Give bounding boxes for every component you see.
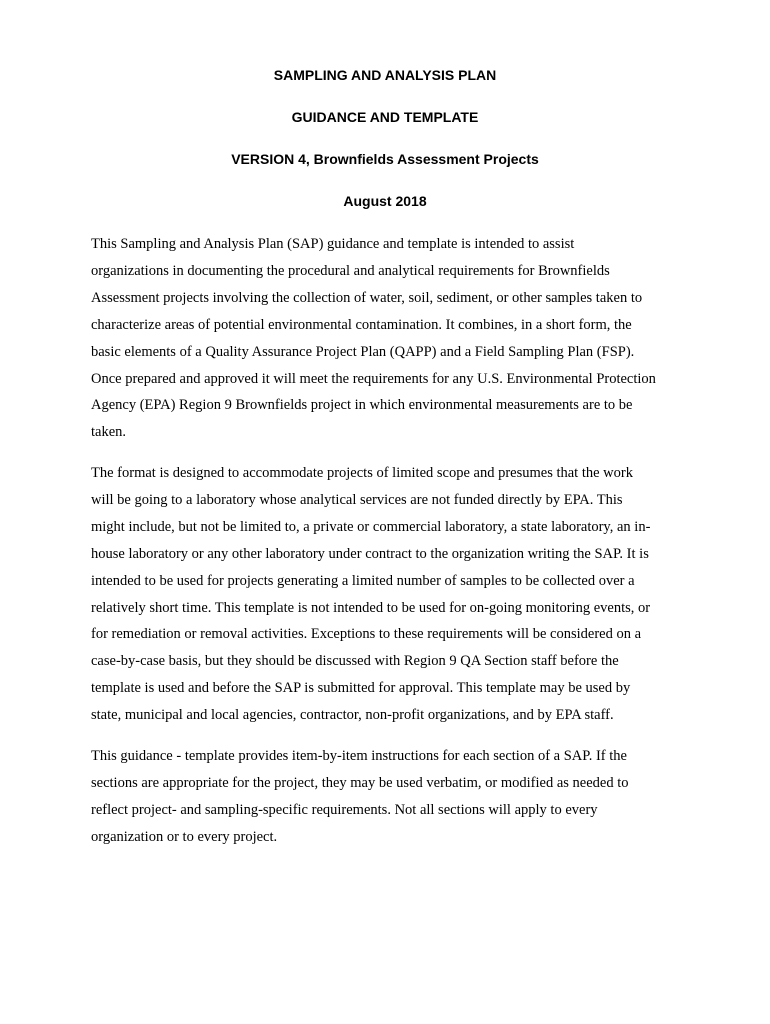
paragraph-line: basic elements of a Quality Assurance Project Plan (QAPP) and a Field Sampling Plan (FSP). bbox=[91, 343, 635, 360]
paragraph-line: taken. bbox=[91, 424, 127, 441]
paragraph-line: characterize areas of potential environmental contamination. It combines, in a short form, the bbox=[91, 316, 632, 333]
document-date: August 2018 bbox=[343, 193, 427, 209]
paragraph-line: relatively short time. This template is not intended to be used for on-going monitoring events, or bbox=[91, 599, 651, 616]
paragraph-line: The format is designed to accommodate projects of limited scope and presumes that the work bbox=[91, 465, 633, 481]
paragraph-line: This Sampling and Analysis Plan (SAP) guidance and template is intended to assist bbox=[91, 236, 575, 252]
paragraph-line: house laboratory or any other laboratory under contract to the organization writing the SAP. It is bbox=[91, 545, 649, 562]
paragraph-instructions bbox=[91, 743, 687, 851]
paragraph-line: This guidance - template provides item-by-item instructions for each section of a SAP. If the bbox=[91, 748, 627, 764]
paragraph-introduction bbox=[91, 231, 687, 446]
paragraph-line: organizations in documenting the procedural and analytical requirements for Brownfields bbox=[91, 262, 610, 279]
paragraph-line: sections are appropriate for the project, they may be used verbatim, or modified as needed to bbox=[91, 774, 629, 791]
paragraph-line: Agency (EPA) Region 9 Brownfields project in which environmental measurements are to be bbox=[91, 397, 633, 414]
paragraph-line: case-by-case basis, but they should be discussed with Region 9 QA Section staff before the bbox=[91, 653, 619, 670]
paragraph-line: Once prepared and approved it will meet the requirements for any U.S. Environmental Protection bbox=[91, 370, 656, 387]
paragraph-line: template is used and before the SAP is submitted for approval. This template may be used by bbox=[91, 680, 631, 697]
paragraph-line: Assessment projects involving the collection of water, soil, sediment, or other samples taken to bbox=[91, 289, 643, 306]
paragraph-line: for remediation or removal activities. Exceptions to these requirements will be considered on a bbox=[91, 626, 642, 643]
paragraph-line: reflect project- and sampling-specific requirements. Not all sections will apply to every bbox=[91, 801, 598, 818]
paragraph-line: will be going to a laboratory whose analytical services are not funded directly by EPA. This bbox=[91, 491, 623, 508]
document-version: VERSION 4, Brownfields Assessment Projects bbox=[231, 151, 539, 167]
document-subtitle: GUIDANCE AND TEMPLATE bbox=[291, 109, 479, 125]
paragraph-line: intended to be used for projects generating a limited number of samples to be collected over a bbox=[91, 572, 635, 589]
document-title: SAMPLING AND ANALYSIS PLAN bbox=[273, 67, 497, 83]
paragraph-line: might include, but not be limited to, a private or commercial laboratory, a state laboratory, an in- bbox=[91, 518, 651, 535]
paragraph-line: organization or to every project. bbox=[91, 828, 278, 845]
paragraph-line: state, municipal and local agencies, contractor, non-profit organizations, and by EPA staff. bbox=[91, 707, 614, 724]
paragraph-format bbox=[91, 460, 687, 729]
